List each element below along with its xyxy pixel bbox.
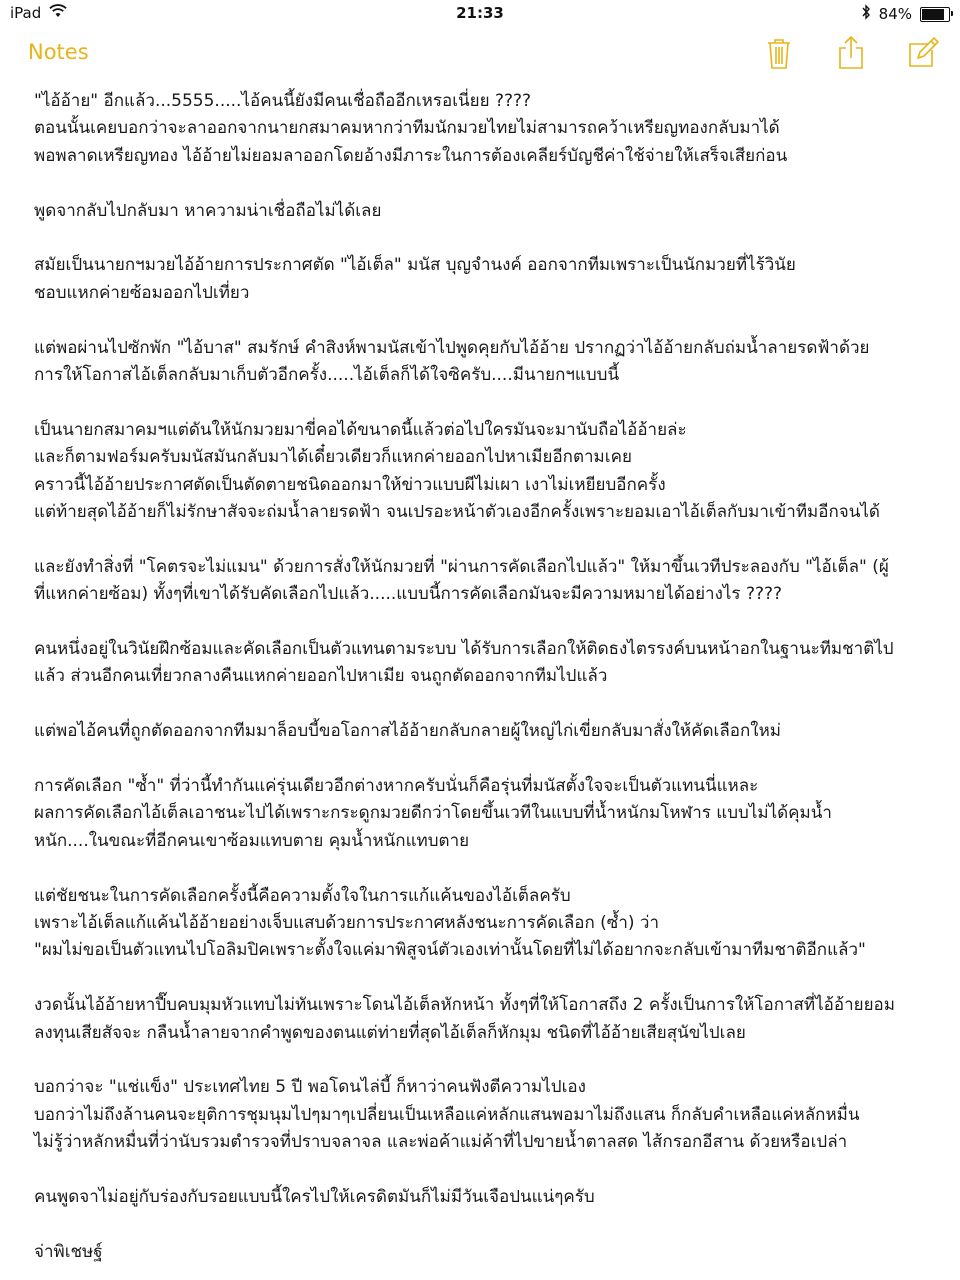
battery-percent: 84% bbox=[878, 5, 912, 23]
note-line: บอกว่าไม่ถึงล้านคนจะยุติการชุมนุมไปๆมาๆเปลี่ยนเป็นเหลือแค่หลักแสนพอมาไม่ถึงแสน ก็กลับคำเหลือแค่หลักหมื่น bbox=[34, 1104, 860, 1125]
note-blank-line bbox=[34, 1211, 930, 1238]
note-blank-line bbox=[34, 691, 930, 718]
battery-level bbox=[922, 9, 944, 20]
note-blank-line bbox=[34, 1157, 930, 1184]
note-line: ผลการคัดเลือกไอ้เต็ลเอาชนะไปได้เพราะกระดูกมวยดีกว่าโดยขึ้นเวทีในแบบที่น้ำหนักมโหฬาร แบบไม่ได้คุมน้ำ bbox=[34, 803, 832, 824]
note-blank-line bbox=[34, 609, 930, 636]
note-blank-line bbox=[34, 307, 930, 334]
note-line: ไม่รู้ว่าหลักหมื่นที่ว่านับรวมตำรวจที่ปราบจลาจล และพ่อค้าแม่ค้าที่ไปขายน้ำตาลสด ไส้กรอกอีสาน ด้วยหรือเปล่า bbox=[34, 1132, 848, 1153]
note-line: ชอบแหกค่ายซ้อมออกไปเที่ยว bbox=[34, 282, 250, 303]
note-blank-line bbox=[34, 526, 930, 553]
note-blank-line bbox=[34, 225, 930, 252]
note-line: "ผมไม่ขอเป็นตัวแทนไปโอลิมปิคเพราะตั้งใจแค่มาพิสูจน์ตัวเองเท่านั้นโดยที่ไม่ได้อยากจะกลับเข้ามาทีมชาติอีกแล้ว" bbox=[34, 940, 866, 961]
status-time: 21:33 bbox=[456, 4, 504, 22]
compose-icon[interactable] bbox=[904, 34, 942, 72]
nav-toolbar bbox=[760, 34, 942, 72]
status-bar bbox=[0, 0, 960, 28]
note-blank-line bbox=[34, 1047, 930, 1074]
battery-icon bbox=[920, 7, 950, 22]
note-line: ตอนนั้นเคยบอกว่าจะลาออกจากนายกสมาคมหากว่าทีมนักมวยไทยไม่สามารถคว้าเหรียญทองกลับมาได้ bbox=[34, 118, 780, 139]
note-line: แต่ท้ายสุดไอ้อ้ายก็ไม่รักษาสัจจะถ่มน้ำลายรดฟ้า จนเปรอะหน้าตัวเองอีกครั้งเพราะยอมเอาไอ้เต็ลกับมาเข้าทีมอีกจนได้ bbox=[34, 502, 880, 523]
note-line: ลงทุนเสียสัจจะ กลืนน้ำลายจากคำพูดของตนแต่ท่ายที่สุดไอ้เต็ลก็หักมุม ชนิดที่ไอ้อ้ายเสียสุนัขไปเลย bbox=[34, 1022, 746, 1043]
trash-icon[interactable] bbox=[760, 34, 798, 72]
note-line: เพราะไอ้เต็ลแก้แค้นไอ้อ้ายอย่างเจ็บแสบด้วยการประกาศหลังชนะการคัดเลือก (ซ้ำ) ว่า bbox=[34, 913, 660, 934]
note-line: คนหนึ่งอยู่ในวินัยฝึกซ้อมและคัดเลือกเป็นตัวแทนตามระบบ ได้รับการเลือกให้ติดธงไตรรงค์บนหน้าอกในฐานะทีมชาติไป bbox=[34, 639, 894, 660]
notes-back-button[interactable]: Notes bbox=[28, 40, 89, 64]
share-icon[interactable] bbox=[832, 34, 870, 72]
note-blank-line bbox=[34, 389, 930, 416]
note-line: สมัยเป็นนายกฯมวยไอ้อ้ายการประกาศตัด "ไอ้เต็ล" มนัส บุญจำนงค์ ออกจากทีมเพราะเป็นนักมวยที่ไร้วินัย bbox=[34, 255, 796, 276]
note-line: "ไอ้อ้าย" อีกแล้ว...5555.....ไอ้คนนี้ยังมีคนเชื่อถืออีกเหรอเนี่ยย ???? bbox=[34, 91, 532, 111]
note-line: แต่ชัยชนะในการคัดเลือกครั้งนี้คือความตั้งใจในการแก้แค้นของไอ้เต็ลครับ bbox=[34, 885, 571, 906]
note-line: จ่าพิเชษฐ์ bbox=[34, 1241, 103, 1262]
bluetooth-icon bbox=[861, 4, 871, 24]
note-blank-line bbox=[34, 746, 930, 773]
nav-bar bbox=[0, 28, 960, 78]
note-line: และยังทำสิ่งที่ "โคตรจะไม่แมน" ด้วยการสั่งให้นักมวยที่ "ผ่านการคัดเลือกไปแล้ว" ให้มาขึ้นเวทีประลองกับ "ไอ้เต็ล" (ผู้ bbox=[34, 556, 889, 577]
status-right bbox=[861, 4, 950, 24]
note-line: พูดจากลับไปกลับมา หาความน่าเชื่อถือไม่ได้เลย bbox=[34, 200, 382, 221]
note-body[interactable] bbox=[34, 88, 930, 1266]
note-line: และก็ตามฟอร์มครับมนัสมันกลับมาได้เดี๋ยวเดียวก็แหกค่ายออกไปหาเมียอีกตามเคย bbox=[34, 447, 632, 468]
note-line: การคัดเลือก "ซ้ำ" ที่ว่านี้ทำกันแค่รุ่นเดียวอีกต่างหากครับนั่นก็คือรุ่นที่มนัสตั้งใจจะเป็นตัวแทนนี่แหละ bbox=[34, 776, 759, 797]
note-line: เป็นนายกสมาคมฯแต่ดันให้นักมวยมาขี่คอได้ขนาดนี้แล้วต่อไปใครมันจะมานับถือไอ้อ้ายล่ะ bbox=[34, 419, 687, 440]
note-line: พอพลาดเหรียญทอง ไอ้อ้ายไม่ยอมลาออกโดยอ้างมีภาระในการต้องเคลียร์บัญชีค่าใช้จ่ายให้เสร็จเสียก่อน bbox=[34, 145, 788, 166]
note-blank-line bbox=[34, 855, 930, 882]
note-line: แล้ว ส่วนอีกคนเที่ยวกลางคืนแหกค่ายออกไปหาเมีย จนถูกตัดออกจากทีมไปแล้ว bbox=[34, 666, 608, 687]
note-line: คนพูดจาไม่อยู่กับร่องกับรอยแบบนี้ใครไปให้เครดิตมันก็ไม่มีวันเจือปนแน่ๆครับ bbox=[34, 1187, 595, 1208]
note-line: หนัก....ในขณะที่อีกคนเขาซ้อมแทบตาย คุมน้ำหนักแทบตาย bbox=[34, 830, 470, 851]
note-line: ที่แหกค่ายซ้อม) ทั้งๆที่เขาได้รับคัดเลือกไปแล้ว.....แบบนี้การคัดเลือกมันจะมีความหมายได้อย่างไร ???? bbox=[34, 584, 783, 605]
note-blank-line bbox=[34, 965, 930, 992]
device-label: iPad bbox=[10, 4, 42, 22]
note-line: คราวนี้ไอ้อ้ายประกาศตัดเป็นตัดตายชนิดออกมาให้ข่าวแบบผีไม่เผา เงาไม่เหยียบอีกครั้ง bbox=[34, 474, 666, 495]
note-line: การให้โอกาสไอ้เต็ลกลับมาเก็บตัวอีกครั้ง.....ไอ้เต็ลก็ได้ใจซิครับ....มีนายกฯแบบนี้ bbox=[34, 365, 620, 386]
note-line: แต่พอไอ้คนที่ถูกตัดออกจากทีมมาล็อบบี้ขอโอกาสไอ้อ้ายกลับกลายผู้ใหญ่ไก่เขี่ยกลับมาสั่งให้คัดเลือกใหม่ bbox=[34, 721, 781, 742]
note-line: แต่พอผ่านไปซักพัก "ไอ้บาส" สมรักษ์ คำสิงห์พามนัสเข้าไปพูดคุยกับไอ้อ้าย ปรากฏว่าไอ้อ้ายกลับถ่มน้ำลายรดฟ้าด้วย bbox=[34, 337, 870, 358]
note-blank-line bbox=[34, 170, 930, 197]
note-line: บอกว่าจะ "แช่แข็ง" ประเทศไทย 5 ปี พอโดนไล่บี้ ก็หาว่าคนฟังตีความไปเอง bbox=[34, 1077, 586, 1098]
note-line: งวดนั้นไอ้อ้ายหาปี๊บคบมุมหัวแทบไม่ทันเพราะโดนไอ้เต็ลหักหน้า ทั้งๆที่ให้โอกาสถึง 2 ครั้งเป็นการให้โอกาสที่ไอ้อ้ายยอม bbox=[34, 995, 895, 1016]
